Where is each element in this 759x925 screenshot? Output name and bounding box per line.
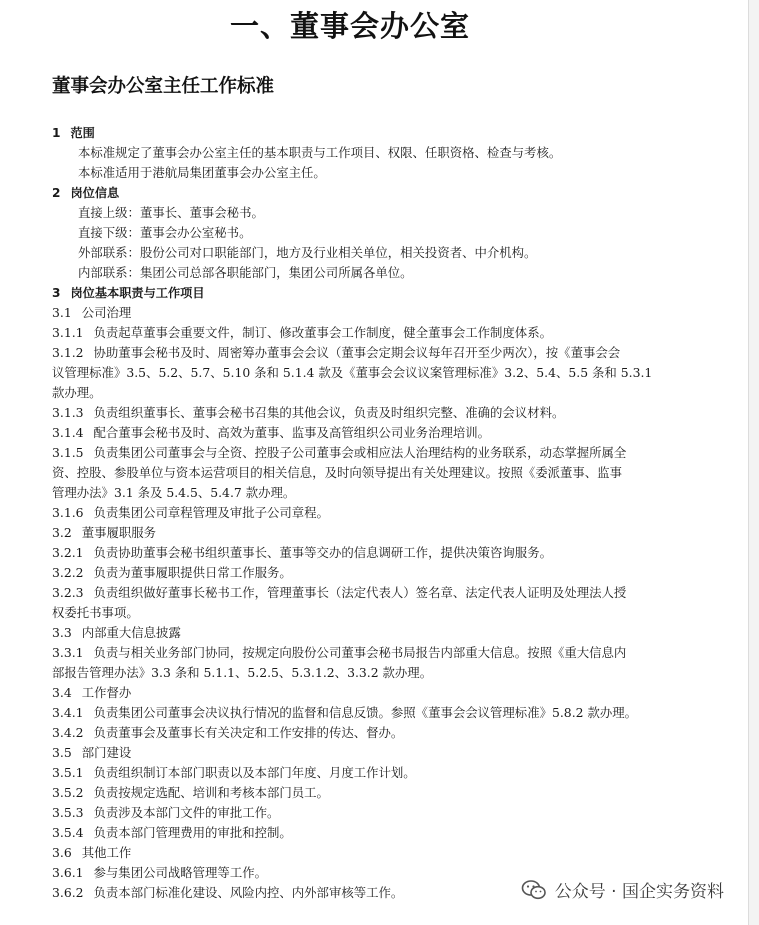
clause-number: 3.5.4	[52, 825, 84, 840]
clause-line	[52, 343, 662, 363]
line-text: 工作督办	[81, 685, 132, 700]
clause-number: 3.6.1	[52, 865, 84, 880]
clause-line	[52, 783, 662, 803]
line-text: 负责起草董事会重要文件，制订、修改董事会工作制度，健全董事会工作制度体系。	[93, 325, 552, 340]
clause-number: 3.1.5	[52, 445, 84, 460]
line-text: 协助董事会秘书及时、周密筹办董事会会议（董事会定期会议每年召开至少两次），按《董事会会	[93, 345, 621, 360]
clause-line	[52, 643, 662, 663]
clause-line	[52, 503, 662, 523]
line-text: 负责组织董事长、董事会秘书召集的其他会议，负责及时组织完整、准确的会议材料。	[93, 405, 565, 420]
line-text: 内部重大信息披露	[81, 625, 181, 640]
line-text: 其他工作	[81, 845, 132, 860]
line-text: 负责董事会及董事长有关决定和工作安排的传达、督办。	[93, 725, 404, 740]
clause-number: 3.3	[52, 625, 72, 640]
text-line	[52, 203, 662, 223]
clause-line	[52, 523, 662, 543]
text-line	[52, 383, 662, 403]
text-line	[52, 663, 662, 683]
line-text: 负责协助董事会秘书组织董事长、董事等交办的信息调研工作，提供决策咨询服务。	[93, 545, 552, 560]
clause-number: 3.2.1	[52, 545, 84, 560]
clause-number: 3.5.3	[52, 805, 84, 820]
clause-line	[52, 823, 662, 843]
text-line	[52, 463, 662, 483]
line-text: 权委托书事项。	[52, 605, 139, 620]
document-title: 董事会办公室主任工作标准	[52, 76, 275, 97]
section-heading	[52, 283, 662, 303]
line-text: 负责本部门管理费用的审批和控制。	[93, 825, 292, 840]
line-text: 配合董事会秘书及时、高效为董事、监事及高管组织公司业务治理培训。	[93, 425, 491, 440]
page-edge	[748, 0, 759, 925]
line-text: 本标准规定了董事会办公室主任的基本职责与工作项目、权限、任职资格、检查与考核。	[78, 145, 562, 160]
line-text: 负责集团公司章程管理及审批子公司章程。	[93, 505, 329, 520]
chapter-title: 一、董事会办公室	[229, 9, 470, 43]
clause-line	[52, 543, 662, 563]
clause-number: 3.1	[52, 305, 72, 320]
clause-line	[52, 623, 662, 643]
line-text: 款办理。	[52, 385, 102, 400]
clause-line	[52, 803, 662, 823]
line-text: 岗位基本职责与工作项目	[70, 286, 205, 300]
line-text: 范围	[70, 126, 95, 140]
line-text: 负责按规定选配、培训和考核本部门员工。	[93, 785, 329, 800]
line-text: 部报告管理办法》3.3 条和 5.1.1、5.2.5、5.3.1.2、3.3.2 款办理。	[52, 665, 433, 680]
line-text: 部门建设	[81, 745, 132, 760]
clause-number: 3.1.4	[52, 425, 84, 440]
clause-number: 3.6.2	[52, 885, 84, 900]
watermark-text: 公众号 · 国企实务资料	[554, 882, 724, 902]
clause-line	[52, 303, 662, 323]
line-text: 负责集团公司董事会决议执行情况的监督和信息反馈。参照《董事会会议管理标准》5.8.2 款办理。	[93, 705, 638, 720]
line-text: 资、控股、参股单位与资本运营项目的相关信息，及时向领导提出有关处理建议。按照《委派董事、监事	[52, 465, 622, 480]
line-text: 直接上级：董事长、董事会秘书。	[78, 205, 264, 220]
text-line	[52, 363, 662, 383]
clause-number: 2	[52, 186, 61, 200]
line-text: 外部联系：股份公司对口职能部门，地方及行业相关单位，相关投资者、中介机构。	[78, 245, 537, 260]
text-line	[52, 243, 662, 263]
line-text: 岗位信息	[70, 186, 120, 200]
line-text: 参与集团公司战略管理等工作。	[93, 865, 267, 880]
clause-number: 3.2.3	[52, 585, 84, 600]
text-line	[52, 263, 662, 283]
line-text: 董事履职服务	[81, 525, 157, 540]
line-text: 负责集团公司董事会与全资、控股子公司董事会或相应法人治理结构的业务联系，动态掌握所属全	[93, 445, 627, 460]
clause-line	[52, 843, 662, 863]
line-text: 负责组织制订本部门职责以及本部门年度、月度工作计划。	[93, 765, 416, 780]
clause-number: 3.5.1	[52, 765, 84, 780]
clause-line	[52, 763, 662, 783]
line-text: 负责为董事履职提供日常工作服务。	[93, 565, 292, 580]
clause-number: 3.5	[52, 745, 72, 760]
document-body	[52, 123, 662, 903]
clause-number: 3.1.6	[52, 505, 84, 520]
clause-number: 3.4.1	[52, 705, 84, 720]
line-text: 议管理标准》3.5、5.2、5.7、5.10 条和 5.1.4 款及《董事会会议议案管理标准》3.2、5.4、5.5 条和 5.3.1	[52, 365, 653, 380]
clause-line	[52, 583, 662, 603]
line-text: 本标准适用于港航局集团董事会办公室主任。	[78, 165, 326, 180]
line-text: 直接下级：董事会办公室秘书。	[78, 225, 252, 240]
line-text: 负责与相关业务部门协同，按规定向股份公司董事会秘书局报告内部重大信息。按照《重大信息内	[93, 645, 627, 660]
clause-number: 3.1.3	[52, 405, 84, 420]
clause-line	[52, 563, 662, 583]
clause-number: 3.3.1	[52, 645, 84, 660]
wechat-icon	[521, 879, 547, 901]
clause-number: 3.1.2	[52, 345, 84, 360]
line-text: 负责本部门标准化建设、风险内控、内外部审核等工作。	[93, 885, 404, 900]
clause-line	[52, 443, 662, 463]
line-text: 公司治理	[81, 305, 132, 320]
clause-number: 3.6	[52, 845, 72, 860]
clause-number: 3.2.2	[52, 565, 84, 580]
line-text: 管理办法》3.1 条及 5.4.5、5.4.7 款办理。	[52, 485, 296, 500]
clause-number: 3	[52, 286, 61, 300]
clause-number: 3.4.2	[52, 725, 84, 740]
line-text: 负责组织做好董事长秘书工作，管理董事长（法定代表人）签名章、法定代表人证明及处理法人授	[93, 585, 627, 600]
line-text: 内部联系：集团公司总部各职能部门，集团公司所属各单位。	[78, 265, 413, 280]
text-line	[52, 483, 662, 503]
clause-line	[52, 723, 662, 743]
text-line	[52, 143, 662, 163]
clause-number: 3.4	[52, 685, 72, 700]
clause-line	[52, 703, 662, 723]
clause-line	[52, 683, 662, 703]
text-line	[52, 223, 662, 243]
section-heading	[52, 183, 662, 203]
clause-line	[52, 743, 662, 763]
clause-line	[52, 423, 662, 443]
clause-number: 1	[52, 126, 61, 140]
line-text: 负责涉及本部门文件的审批工作。	[93, 805, 280, 820]
watermark	[521, 877, 724, 902]
section-heading	[52, 123, 662, 143]
clause-line	[52, 323, 662, 343]
text-line	[52, 163, 662, 183]
text-line	[52, 603, 662, 623]
clause-number: 3.5.2	[52, 785, 84, 800]
clause-number: 3.1.1	[52, 325, 84, 340]
clause-line	[52, 403, 662, 423]
clause-number: 3.2	[52, 525, 72, 540]
